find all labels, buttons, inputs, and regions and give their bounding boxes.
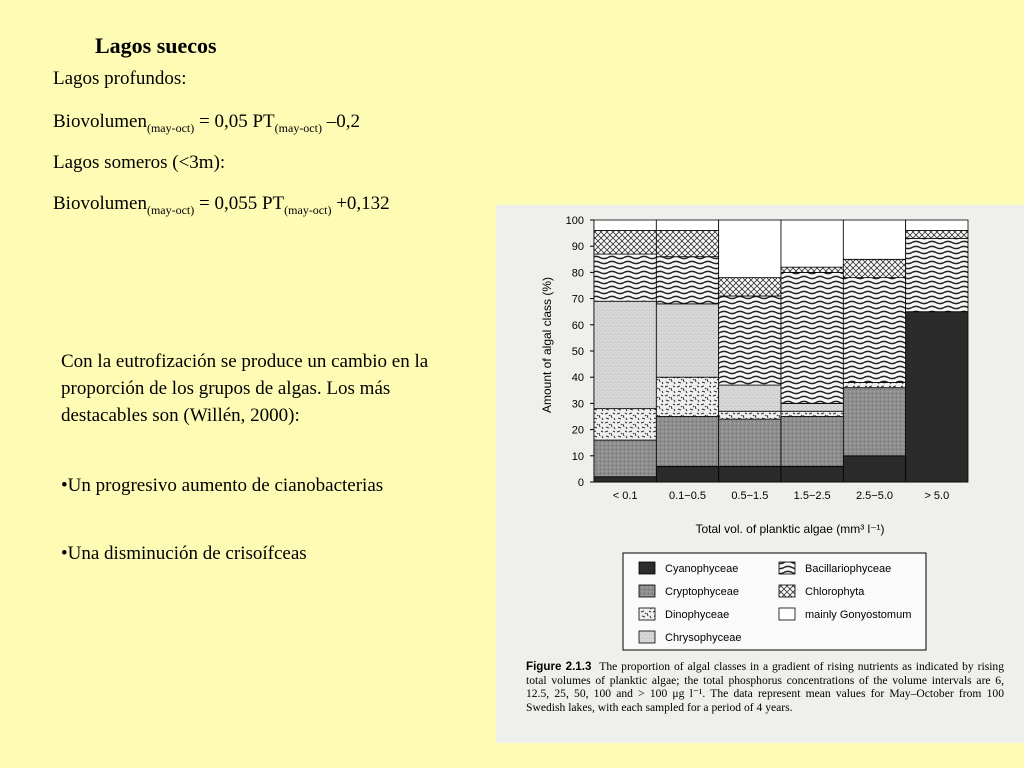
legend-label: Cyanophyceae <box>665 563 739 575</box>
legend-label: Bacillariophyceae <box>805 563 892 575</box>
caption-label: Figure 2.1.3 <box>526 660 592 673</box>
y-tick-label: 10 <box>571 450 584 463</box>
legend-label: Chlorophyta <box>805 586 865 598</box>
bar-segment <box>719 278 781 296</box>
bar-segment <box>656 220 718 230</box>
legend-label: Chrysophyceae <box>665 632 742 644</box>
y-tick-label: 30 <box>571 398 584 411</box>
formula-term: Biovolumen <box>53 193 147 214</box>
y-tick-label: 70 <box>571 293 584 306</box>
y-axis-label: Amount of algal class (%) <box>540 276 554 414</box>
bar-segment <box>781 466 843 482</box>
bar-segment <box>719 419 781 466</box>
legend-swatch <box>639 608 655 620</box>
formula-subscript: (may-oct) <box>146 202 195 217</box>
bar-segment <box>594 301 656 408</box>
y-tick-label: 50 <box>571 346 584 358</box>
bar-segment <box>906 230 968 238</box>
x-tick-label: 0.5−1.5 <box>731 490 769 502</box>
x-tick-label: 0.1−0.5 <box>668 490 707 502</box>
bullet-chrysophyceae: •Una disminución de crisoífceas <box>61 543 307 564</box>
y-tick-label: 100 <box>565 215 584 227</box>
bar-segment <box>719 466 781 482</box>
x-tick-label: 1.5−2.5 <box>793 490 831 502</box>
bar-segment <box>906 220 968 230</box>
x-tick-label: 2.5−5.0 <box>855 490 894 502</box>
bar-segment <box>594 409 656 440</box>
legend-swatch <box>639 562 655 574</box>
x-tick-label: > 5.0 <box>924 490 950 502</box>
x-tick-labels <box>613 490 949 502</box>
deep-lakes-formula <box>53 111 360 136</box>
legend-label: Dinophyceae <box>665 609 730 621</box>
legend-label: mainly Gonyostomum <box>805 609 912 621</box>
eutrophication-paragraph: Con la eutrofización se produce un cambio en la proporción de los grupos de algas. Los más destacables son (Willén, 2000): <box>61 351 429 426</box>
bar-segment <box>781 267 843 272</box>
legend-swatch <box>639 631 655 643</box>
y-tick-label: 60 <box>571 319 584 332</box>
bar-segment <box>781 417 843 467</box>
shallow-lakes-formula <box>53 193 390 218</box>
bar-segment <box>719 385 781 411</box>
bar-segment <box>781 220 843 267</box>
bullet-cyanobacteria: •Un progresivo aumento de cianobacterias <box>61 475 384 496</box>
formula-term: Biovolumen <box>53 111 147 132</box>
bar-segment <box>594 477 656 482</box>
chart-legend <box>623 553 926 650</box>
legend-swatch <box>639 585 655 597</box>
y-tick-label: 80 <box>571 267 584 280</box>
bar-segment <box>781 403 843 411</box>
bar-segment <box>656 377 718 416</box>
bar-segment <box>719 296 781 385</box>
y-tick-label: 20 <box>571 424 584 437</box>
bar-segment <box>656 417 718 467</box>
x-tick-label: < 0.1 <box>612 490 638 502</box>
bar-segment <box>843 278 905 383</box>
bar-segment <box>906 238 968 311</box>
legend-swatch <box>779 585 795 597</box>
bar-segment <box>719 411 781 419</box>
bar-segment <box>594 230 656 254</box>
bar-segment <box>843 388 905 456</box>
figure-caption <box>526 660 1004 714</box>
bar-segment <box>594 254 656 301</box>
bar-segment <box>843 220 905 259</box>
x-axis-label: Total vol. of planktic algae (mm³ l⁻¹) <box>695 522 885 536</box>
y-tick-label: 40 <box>571 372 584 385</box>
shallow-lakes-label: Lagos someros (<3m): <box>53 152 226 173</box>
formula-subscript: (may-oct) <box>146 120 195 135</box>
bar-segment <box>781 272 843 403</box>
bar-segment <box>843 259 905 277</box>
bar-segment <box>843 382 905 387</box>
legend-label: Cryptophyceae <box>665 586 739 598</box>
y-tick-label: 90 <box>571 241 584 254</box>
slide-title: Lagos suecos <box>95 33 217 58</box>
caption-text: The proportion of algal classes in a gradient of rising nutrients as indicated by rising total volumes of planktic algae; the total phosphorus concentrations of the volume intervals are 6, 12.5, 25, 50, 100 and > 100 μg l⁻¹. The data represent mean values for May–October from 100 Swedish lakes, with each sampled for a period of 4 years. <box>526 660 1005 714</box>
formula-term: +0,132 <box>331 193 390 214</box>
y-tick-label: 0 <box>577 477 584 489</box>
bar-segment <box>656 230 718 256</box>
formula-term: = 0,05 PT <box>194 111 275 132</box>
bar-segment <box>656 466 718 482</box>
formula-subscript: (may-oct) <box>274 120 322 135</box>
bar-segment <box>906 312 968 482</box>
bar-segment <box>656 257 718 304</box>
formula-term: = 0,055 PT <box>194 193 285 214</box>
formula-term: –0,2 <box>321 111 360 132</box>
legend-swatch <box>779 562 795 574</box>
bar-segment <box>656 304 718 377</box>
chart-bars <box>594 220 968 482</box>
legend-swatch <box>779 608 795 620</box>
bar-segment <box>719 220 781 278</box>
bar-segment <box>843 456 905 482</box>
formula-subscript: (may-oct) <box>284 202 332 217</box>
bar-segment <box>594 440 656 477</box>
scanned-figure <box>496 205 1024 743</box>
bar-segment <box>594 220 656 230</box>
deep-lakes-label: Lagos profundos: <box>53 68 187 89</box>
bar-segment <box>781 411 843 416</box>
